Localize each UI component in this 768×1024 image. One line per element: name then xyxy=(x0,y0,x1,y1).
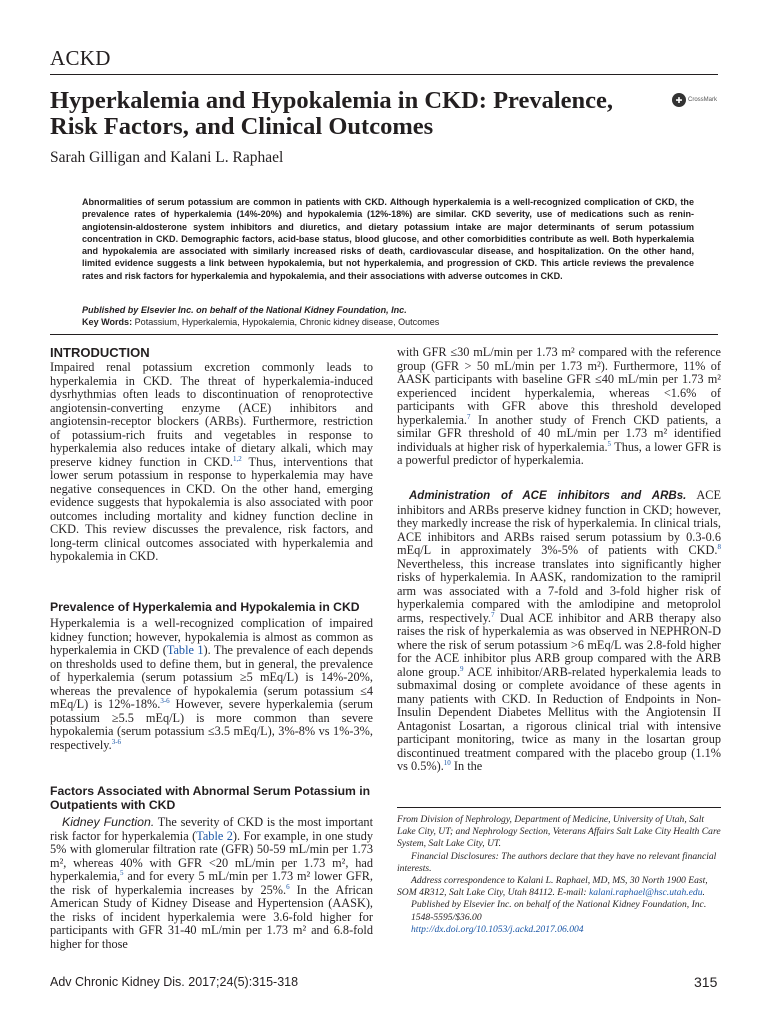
journal-name: ACKD xyxy=(50,46,111,70)
gfr-paragraph: with GFR ≤30 mL/min per 1.73 m² compared with the reference group (GFR > 50 mL/min per 1.73 m²). Furthermore, 11% of AASK participants with baseline GFR ≤40 mL/min per 1.73 m² experienced incident hyperkalemia, whereas <1.6% of participants with GFR above this threshold developed hyperkalemia.$^7$ In another study of French CKD patients, a similar GFR threshold of 40 mL/min per 1.73 m² identified individuals at higher risk of hyperkalemia.$^5$ Thus, a lower GFR is a powerful predictor of hyperkalemia. xyxy=(397,345,721,467)
crossmark-icon: ✚ xyxy=(672,93,686,107)
reference-link[interactable]: 10 xyxy=(443,758,451,767)
section-heading-factors: Factors Associated with Abnormal Serum Potassium in Outpatients with CKD xyxy=(50,784,371,812)
reference-link[interactable]: 8 xyxy=(717,542,721,551)
reference-link[interactable]: 5 xyxy=(607,439,612,448)
header-rule xyxy=(50,74,718,75)
email-link[interactable]: kalani.raphael@hsc.utah.edu xyxy=(588,887,703,899)
table-2-link[interactable]: Table 2 xyxy=(196,828,233,843)
reference-link[interactable]: 7 xyxy=(467,412,471,421)
reference-link[interactable]: 6 xyxy=(286,882,290,891)
keywords-list: Potassium, Hyperkalemia, Hypokalemia, Chronic kidney disease, Outcomes xyxy=(134,317,440,327)
disclosure-note: Financial Disclosures: The authors declare that they have no relevant financial interests. xyxy=(397,850,717,874)
footnotes xyxy=(397,814,725,936)
table-1-link[interactable]: Table 1 xyxy=(166,643,204,657)
article-title: Hyperkalemia and Hypokalemia in CKD: Prevalence, Risk Factors, and Clinical Outcomes xyxy=(50,87,614,140)
kidney-function-runin: Kidney Function. xyxy=(62,815,155,829)
keywords-label: Key Words: xyxy=(82,317,133,327)
keywords xyxy=(82,317,439,327)
reference-link[interactable]: 7 xyxy=(491,610,495,619)
abstract-publisher-note: Published by Elsevier Inc. on behalf of the National Kidney Foundation, Inc. xyxy=(82,305,407,315)
footnote-rule xyxy=(397,807,721,808)
reference-link[interactable]: 3-6 xyxy=(111,737,122,746)
intro-paragraph: Impaired renal potassium excretion commonly leads to hyperkalemia in CKD. The threat of hyperkalemia-induced dysrhythmias often leads to discontinuation of renoprotective angiotensin-converting enzyme (ACE) inhibitors and angiotensin-receptor blockers (ARBs). Furthermore, restriction of potassium-rich fruits and vegetables in response to hyperkalemia also reduces intake of dietary alkali, which may preserve kidney function in CKD.$^{1,2}$ Thus, interventions that lower serum potassium in response to hyperkalemia may have negative consequences in CKD. On the other hand, emerging evidence suggests that hypokalemia is also associated with poor outcomes including mortality and kidney function decline in CKD. This review discusses the prevalence, risk factors, and long-term clinical outcomes associated with hyperkalemia and hypokalemia in CKD. xyxy=(50,360,374,563)
correspondence-note: Address correspondence to Kalani L. Raphael, MD, MS, 30 North 1900 East, SOM 4R312, Salt Lake City, Utah 84112. E-mail: kalani.raphael@hsc.utah.edu. xyxy=(397,875,708,899)
section-heading-introduction: INTRODUCTION xyxy=(50,345,150,360)
ace-arb-paragraph: Administration of ACE inhibitors and ARBs. ACE inhibitors and ARBs preserve kidney function in CKD; however, they markedly increase the risk of hyperkalemia. In clinical trials, ACE inhibitors and ARBs raised serum potassium by 0.3-0.6 mEq/L in approximately 3%-5% of patients with CKD.$^8$ Nevertheless, this increase translates into significantly higher risks of hyperkalemia. In AASK, randomization to the ramipril arm was associated with a 7-fold and 3-fold higher risk of hyperkalemia compared with the amlodipine and metoprolol arms, respectively.$^7$ Dual ACE inhibitor and ARB therapy also raises the risk of hyperkalemia as was observed in NEPHRON-D where the risk of serum potassium >6 mEq/L was 2.8-fold higher for the ACE inhibitor plus ARB group compared with the ARB alone group.$^9$ ACE inhibitor/ARB-related hyperkalemia leads to submaximal dosing or complete avoidance of these agents in many patients with CKD. In Reduction of Endpoints in Non-Insulin Dependent Diabetes Mellitus with the Angiotensin II Antagonist Losartan, a rigorous clinical trial with intensive participant monitoring, twice as many in the losartan group discontinued treatment compared with the placebo group (1.1% vs 0.5%).$^{10}$ In the xyxy=(397,488,722,773)
crossmark-label: CrossMark xyxy=(688,97,718,103)
abstract: Abnormalities of serum potassium are common in patients with CKD. Although hyperkalemia is a well-recognized complication of CKD, the prevalence rates of hyperkalemia (14%-20%) and hypokalemia (12%-18%) are similar. CKD severity, use of medications such as renin-angiotensin-aldosterone system inhibitors and diuretics, and dietary potassium intake are major determinants of serum potassium concentration in CKD. Demographic factors, acid-base status, blood glucose, and other comorbidities contribute as well. Both hyperkalemia and hypokalemia are associated with similarly increased risks of death, cardiovascular disease, and hospitalization. On the other hand, limited evidence suggests a link between hypokalemia, but not hyperkalemia, and progression of CKD. This article reviews the prevalence rates and risk factors for hyperkalemia and hypokalemia, and their associations with adverse outcomes in CKD. xyxy=(82,197,694,281)
reference-link[interactable]: 9 xyxy=(460,664,464,673)
doi-note xyxy=(397,924,725,936)
reference-link[interactable]: 1,2 xyxy=(232,454,242,463)
prevalence-paragraph: Hyperkalemia is a well-recognized complication of impaired kidney function; however, hypokalemia is almost as common as hyperkalemia in CKD (Table 1). The prevalence of each depends on thresholds used to define them, but in general, the prevalence of hyperkalemia (serum potassium ≥5 mEq/L) is 14%-20%, whereas the prevalence of hypokalemia (serum potassium ≤4 mEq/L) is 12%-18%.$^{3-6}$ However, severe hyperkalemia (serum potassium ≥5.5 mEq/L) is more common than severe hypokalemia (serum potassium ≤3.5 mEq/L), 3%-8% vs 1%-3%, respectively.$^{3-6}$ xyxy=(50,616,374,752)
kidney-function-paragraph: Kidney Function. The severity of CKD is the most important risk factor for hyperkalemia (Table 2). For example, in one study 5% with glomerular filtration rate (GFR) 50-59 mL/min per 1.73 m², whereas 40% with GFR <20 mL/min per 1.73 m², had hyperkalemia,$^5$ and for every 5 mL/min per 1.73 m² lower GFR, the risk of hyperkalemia increases by 25%.$^6$ In the African American Study of Kidney Disease and Hypertension (AASK), the risks of incident hyperkalemia were 3.6-fold higher for participants with GFR 31-40 mL/min per 1.73 m² and 6.8-fold higher for those xyxy=(50,815,373,951)
section-heading-prevalence: Prevalence of Hyperkalemia and Hypokalemia in CKD xyxy=(50,600,360,614)
ace-arb-runin: Administration of ACE inhibitors and ARBs. xyxy=(409,490,687,502)
doi-link[interactable]: http://dx.doi.org/10.1053/j.ackd.2017.06.004 xyxy=(411,923,584,935)
publisher-note: Published by Elsevier Inc. on behalf of the National Kidney Foundation, Inc. xyxy=(411,899,707,911)
affiliation-note: From Division of Nephrology, Department of Medicine, University of Utah, Salt Lake City, UT; and Nephrology Section, Veterans Affairs Salt Lake City Health Care System, Salt Lake City, UT. xyxy=(397,814,721,850)
reference-link[interactable]: 3-6 xyxy=(160,696,170,705)
crossmark-badge[interactable] xyxy=(672,92,726,108)
issn-price: 1548-5595/$36.00 xyxy=(411,911,482,923)
abstract-rule xyxy=(50,334,718,335)
reference-link[interactable]: 5 xyxy=(120,868,124,877)
authors: Sarah Gilligan and Kalani L. Raphael xyxy=(50,149,284,166)
footer-citation: Adv Chronic Kidney Dis. 2017;24(5):315-318 xyxy=(50,975,299,989)
page-number: 315 xyxy=(694,974,718,990)
